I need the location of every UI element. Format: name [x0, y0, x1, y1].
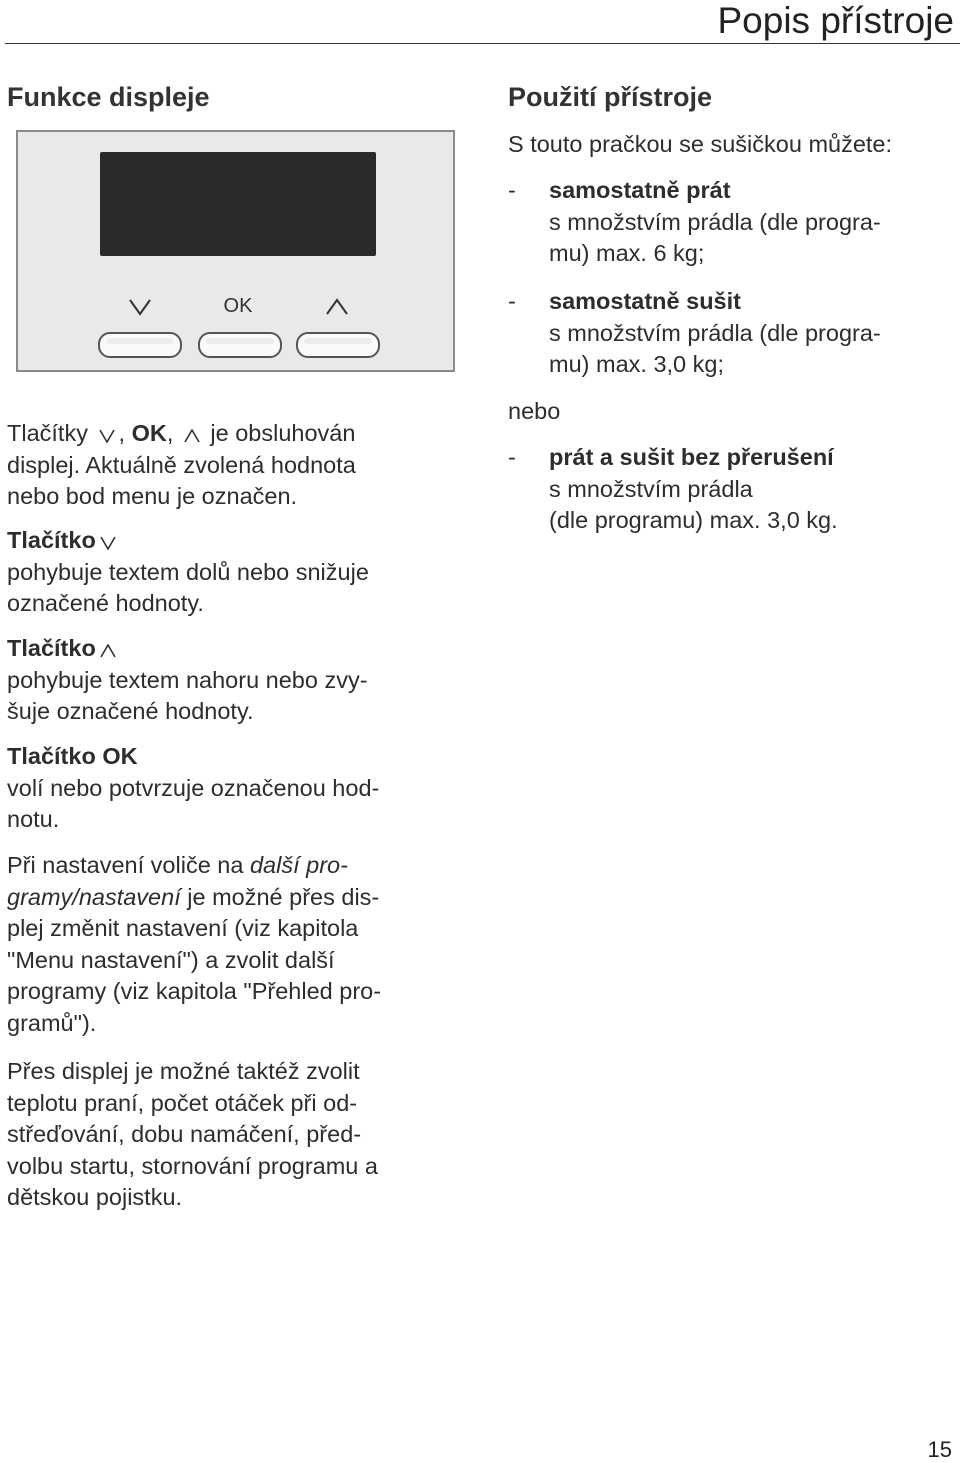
intro-line3: nebo bod menu je označen.	[7, 483, 298, 509]
list-item-line1: s množstvím prádla (dle progra-	[549, 208, 881, 235]
para2-l3: střeďování, dobu namáčení, před-	[7, 1121, 362, 1147]
down-button-label: Tlačítko	[7, 527, 96, 553]
list-item-line1: s množstvím prádla (dle progra-	[549, 319, 881, 346]
display-screen	[100, 152, 376, 256]
chevron-up-icon	[100, 644, 116, 657]
para1-l6: gramů").	[7, 1009, 97, 1036]
intro-ok: OK	[131, 420, 167, 446]
list-dash: -	[508, 288, 516, 314]
para1-l2-post: je možné přes dis-	[180, 883, 380, 910]
ok-button[interactable]	[198, 332, 282, 358]
page-number: 15	[927, 1437, 952, 1462]
list-item-title: prát a sušit bez přerušení	[549, 444, 834, 470]
list-item-title: samostatně prát	[549, 177, 731, 203]
para1-l1-pre: Při nastavení voliče na	[7, 852, 250, 878]
para2-l2: teplotu praní, počet otáček při od-	[7, 1089, 358, 1116]
panel-ok-label: OK	[223, 295, 253, 317]
usage-intro: S touto pračkou se sušičkou můžete:	[508, 131, 893, 157]
chevron-up-icon	[184, 429, 200, 442]
display-options-paragraph	[7, 1056, 452, 1214]
intro-pre: Tlačítky	[7, 420, 88, 446]
chevron-down-icon	[99, 429, 115, 442]
list-item-title: samostatně sušit	[549, 288, 741, 314]
section-title-appliance-use: Použití přístroje	[508, 82, 713, 112]
up-button-line2: šuje označené hodnoty.	[7, 698, 254, 724]
section-title-display-functions: Funkce displeje	[7, 82, 210, 112]
para1-l1-italic: další pro-	[249, 852, 348, 878]
ok-button-description	[7, 741, 452, 836]
para2-l1: Přes displej je možné taktéž zvolit	[7, 1058, 360, 1084]
intro-paragraph: Tlačítky , OK, je obsluhován displej. Aktuálně zvolená hodnota nebo bod menu je označen.	[7, 418, 452, 513]
up-button-label: Tlačítko	[7, 635, 96, 661]
page-header-title: Popis přístroje	[717, 0, 954, 41]
para1-l3: plej změnit nastavení (viz kapitola	[7, 915, 359, 941]
down-button[interactable]	[98, 332, 182, 358]
down-button-description	[7, 525, 452, 620]
para2-l4: volbu startu, stornování programu a	[7, 1152, 378, 1179]
list-item-line1: s množstvím prádla	[549, 475, 753, 502]
para2-l5: dětskou pojistku.	[7, 1184, 183, 1210]
up-button-description	[7, 633, 452, 728]
ok-button-label: Tlačítko OK	[7, 743, 138, 769]
down-button-line1: pohybuje textem dolů nebo snižuje	[7, 558, 369, 585]
ok-button-line2: notu.	[7, 806, 60, 832]
list-item-line2: mu) max. 3,0 kg;	[549, 351, 724, 377]
para1-l2-italic: gramy/nastavení	[7, 883, 181, 910]
chevron-down-icon	[100, 536, 116, 549]
or-word: nebo	[508, 398, 561, 424]
header-rule	[5, 43, 960, 44]
up-button-line1: pohybuje textem nahoru nebo zvy-	[7, 666, 368, 693]
list-dash: -	[508, 177, 516, 203]
para1-l5: programy (viz kapitola "Přehled pro-	[7, 978, 382, 1004]
para1-l4: "Menu nastavení") a zvolit další	[7, 946, 335, 973]
settings-paragraph	[7, 850, 452, 1039]
chevron-up-icon	[325, 298, 349, 321]
intro-post: je obsluhován	[210, 420, 356, 446]
up-button[interactable]	[296, 332, 380, 358]
ok-button-line1: volí nebo potvrzuje označenou hod-	[7, 774, 380, 801]
list-item-line2: mu) max. 6 kg;	[549, 240, 705, 266]
down-button-line2: označené hodnoty.	[7, 590, 204, 616]
list-item-line2: (dle programu) max. 3,0 kg.	[549, 507, 838, 533]
intro-line2: displej. Aktuálně zvolená hodnota	[7, 451, 356, 478]
list-dash: -	[508, 444, 516, 470]
chevron-down-icon	[128, 298, 152, 321]
display-panel-illustration	[16, 130, 455, 372]
